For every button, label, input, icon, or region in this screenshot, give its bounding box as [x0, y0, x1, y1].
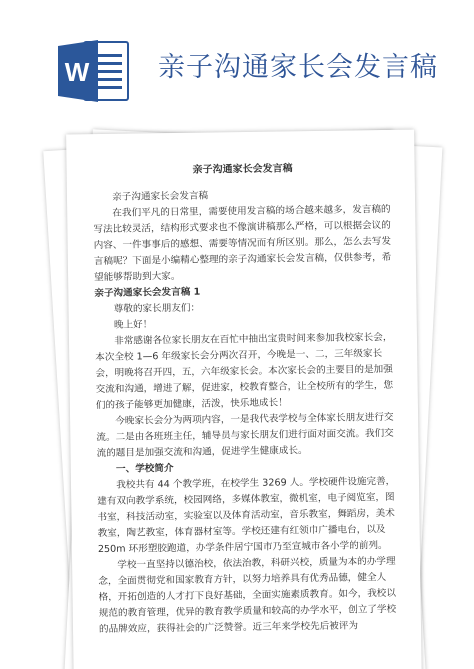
header-title: 亲子沟通家长会发言稿: [158, 52, 438, 83]
good-evening: 晚上好！: [113, 319, 153, 331]
greeting: 尊敬的家长朋友们：: [113, 302, 201, 315]
intro-paragraph: 在我们平凡的日常里，需要使用发言稿的场合越来越多，发言稿的写法比较灵活，结构形式要求也不像演讲稿那么严格，可以根据会议的内容、一件事事后的感想、需要等情况而有所区别。那么，怎么去写发言稿呢？下面是小编精心整理的亲子沟通家长会发言稿，仅供参考，希望能够帮助到大家。: [93, 203, 392, 284]
header-banner: [0, 0, 474, 118]
document-preview: [0, 118, 474, 669]
paragraph-3: 我校共有 44 个教学班，在校学生 3269 人。学校硬件设施完善，建有双向教学系统，校园网络，多媒体教室，微机室，电子阅览室，图书室，科技活动室，实验室以及体育活动室，音乐教室，舞蹈房，美术教室，陶艺教室，体育器材室等。学校还建有红领巾广播电台，以及 250m 环形塑胶跑道，办学条件居宁国市乃至宣城市各小学的前列。: [97, 475, 396, 556]
word-icon-letter: W: [64, 57, 90, 87]
heading-school-intro: 一、学校简介: [115, 462, 174, 475]
paragraph-4: 学校一直坚持以德治校，依法治教，科研兴校，质量为本的办学理念，全面贯彻党和国家教育方针，以努力培养具有优秀品德，健全人格，开拓创造的人才打下良好基础，全面实施素质教育。如今，我校以规范的教育管理，优异的教育教学质量和较高的办学水平，创立了学校的品牌效应，获得社会的广泛赞誉。近三年来学校先后被评为: [98, 555, 397, 636]
section-title: 亲子沟通家长会发言稿 1: [94, 286, 201, 300]
document-page: [66, 130, 422, 669]
document-title: 亲子沟通家长会发言稿: [192, 163, 293, 176]
paragraph-1: 非常感谢各位家长朋友在百忙中抽出宝贵时间来参加我校家长会，本次全校 1—6 年级家长会分两次召开，今晚是一、二，三年级家长会，明晚将召开四，五，六年级家长会。本次家长会的主要目的是加强交流和沟通，增进了解，促进家，校教育整合，让全校所有的学生，您们的孩子能够更加健康，活泼，快乐地成长！: [95, 331, 394, 412]
paragraph-2: 今晚家长会分为两项内容，一是我代表学校与全体家长朋友进行交流。二是由各班班主任，辅导员与家长朋友们进行面对面交流。我们交流的题目是加强交流和沟通，促进学生健康成长。: [96, 411, 394, 460]
word-document-icon: [58, 38, 132, 104]
document-subtitle: 亲子沟通家长会发言稿: [112, 190, 209, 203]
